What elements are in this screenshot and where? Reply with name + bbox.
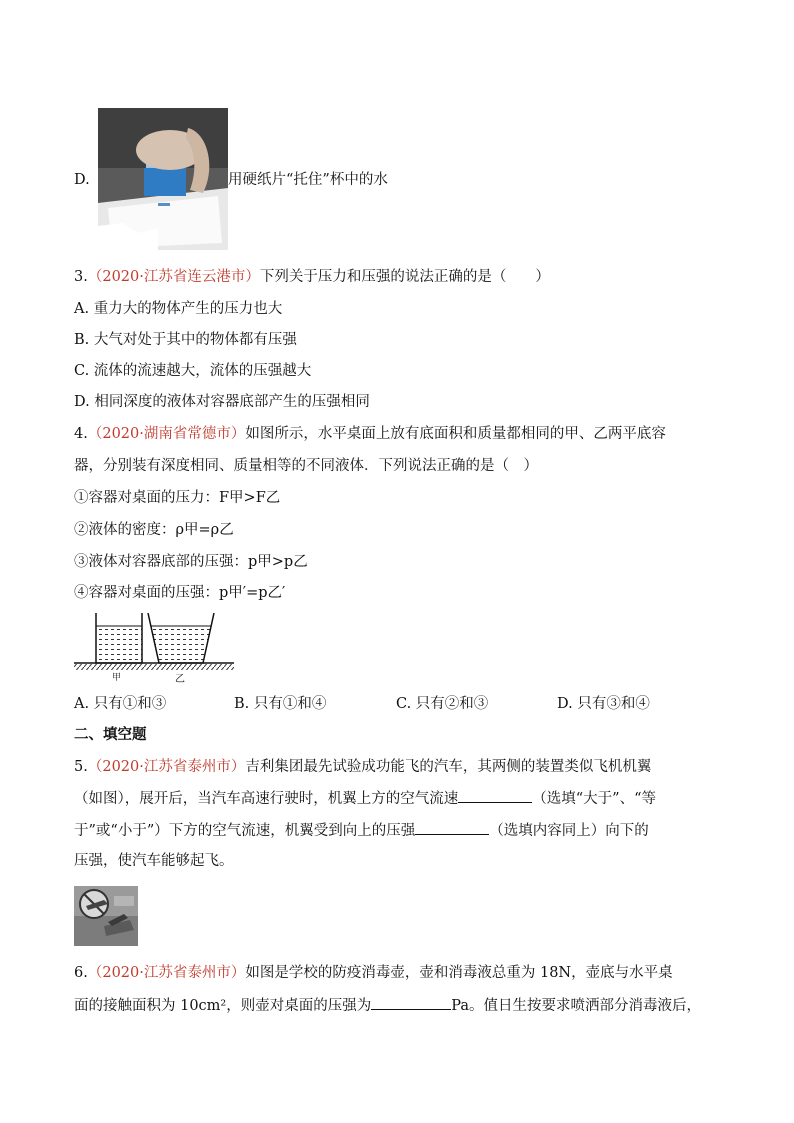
label-jia: 甲 [112,673,122,683]
q6-line2b: Pa。值日生按要求喷洒部分消毒液后， [451,998,701,1014]
q6-line2a: 面的接触面积为 10cm²，则壶对桌面的压强为 [74,998,372,1014]
q4-stem-line1 [74,424,666,444]
q5-line2 [74,788,656,809]
q4-statement-3: ③液体对容器底部的压强：p甲>p乙 [74,554,308,570]
cup-photo-image [98,108,228,250]
q4-option-a: A. 只有①和③ [74,696,167,712]
q6-line1-text: 如图是学校的防疫消毒壶，壶和消毒液总重为 18N，壶底与水平桌 [245,965,673,981]
section-title: 二、填空题 [74,726,147,743]
q6-blank-1[interactable] [371,995,451,1010]
q4-statement-2: ②液体的密度：ρ甲=ρ乙 [74,522,234,538]
q3-option-a: A. 重力大的物体产生的压力也大 [74,301,283,317]
q4-stem-text1: 如图所示，水平桌面上放有底面积和质量都相同的甲、乙两平底容 [245,426,666,442]
q4-option-b: B. 只有①和④ [234,696,327,712]
q2-option-d-label: D. [74,172,90,188]
q3-stem-text: 下列关于压力和压强的说法正确的是（ ） [259,269,550,285]
q5-number: 5. [74,759,88,775]
q4-number: 4. [74,426,88,442]
q6-source: （2020·江苏省泰州市） [87,965,246,981]
q5-line3a: 于”或“小于”）下方的空气流速，机翼受到向上的压强 [74,823,416,839]
containers-figure [74,607,239,685]
q5-line3 [74,820,649,841]
q5-line1 [74,757,651,777]
q4-source: （2020·湖南省常德市） [87,426,246,442]
q5-line2b: （选填“大于”、“等 [532,791,656,807]
q4-statement-1: ①容器对桌面的压力：F甲>F乙 [74,490,281,506]
q5-line2a: （如图），展开后，当汽车高速行驶时，机翼上方的空气流速 [74,791,459,807]
q4-stem-line2: 器，分别装有深度相同、质量相等的不同液体．下列说法正确的是（ ） [74,458,538,474]
q2-option-d-text: 用硬纸片“托住”杯中的水 [228,172,388,188]
containers-diagram [74,607,239,685]
q6-number: 6. [74,965,88,981]
q3-option-b: B. 大气对处于其中的物体都有压强 [74,332,297,348]
q5-line4: 压强，使汽车能够起飞。 [74,853,234,869]
q3-option-d: D. 相同深度的液体对容器底部产生的压强相同 [74,394,370,410]
q4-option-c: C. 只有②和③ [396,696,489,712]
q3-source: （2020·江苏省连云港市） [87,269,260,285]
q5-line1-text: 吉利集团最先试验成功能飞的汽车，其两侧的装置类似飞机机翼 [245,759,652,775]
q3-stem [74,267,550,287]
q5-blank-2[interactable] [415,820,489,835]
q6-line2 [74,995,701,1016]
flying-car-image [74,886,138,946]
q3-option-c: C. 流体的流速越大，流体的压强越大 [74,363,312,379]
q3-number: 3. [74,269,88,285]
cup-photo [98,108,228,250]
q5-blank-1[interactable] [458,788,532,803]
q4-statement-4: ④容器对桌面的压强：p甲′=p乙′ [74,585,286,601]
q5-source: （2020·江苏省泰州市） [87,759,246,775]
q4-option-d: D. 只有③和④ [557,696,650,712]
q5-line3b: （选填内容同上）向下的 [489,823,649,839]
label-yi: 乙 [175,674,185,685]
q6-line1 [74,963,673,983]
flying-car-photo [74,886,138,946]
